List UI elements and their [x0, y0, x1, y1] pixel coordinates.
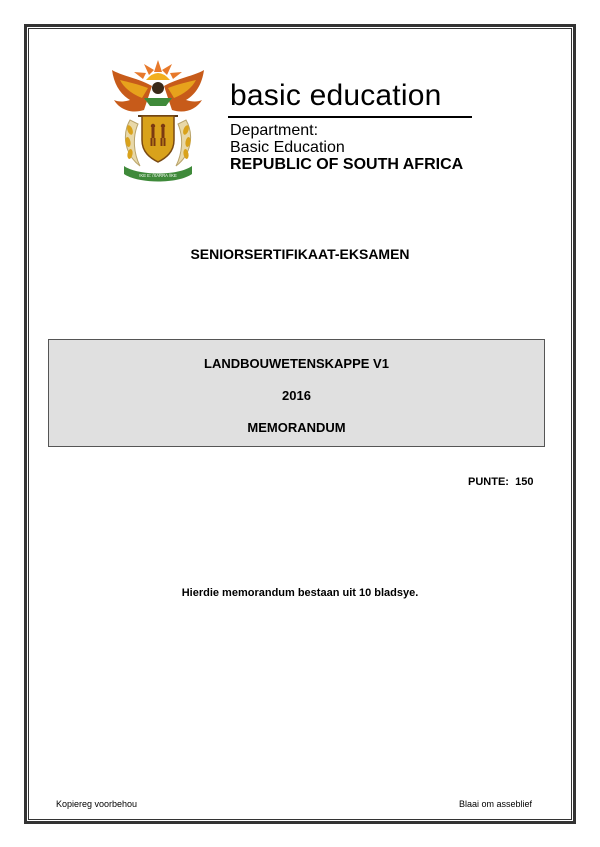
page-count-note: Hierdie memorandum bestaan uit 10 bladsye.	[181, 587, 419, 599]
exam-year: 2016	[282, 388, 311, 403]
country-name: REPUBLIC OF SOUTH AFRICA	[230, 156, 464, 173]
marks-value: 150	[515, 476, 534, 488]
footer-turn-over: Blaai om asseblief	[459, 799, 533, 809]
subject-box	[48, 339, 545, 447]
subject-name: LANDBOUWETENSKAPPE V1	[204, 356, 389, 371]
total-marks	[468, 476, 533, 488]
svg-text:!KE E: /XARRA //KE: !KE E: /XARRA //KE	[139, 173, 177, 178]
department-label: Department:	[230, 122, 319, 139]
exam-title: SENIORSERTIFIKAAT-EKSAMEN	[190, 246, 410, 262]
document-type: MEMORANDUM	[247, 420, 346, 435]
footer-copyright: Kopiereg voorbehou	[56, 799, 138, 809]
department-name: Basic Education	[230, 139, 345, 156]
marks-label: PUNTE:	[468, 476, 509, 488]
coat-of-arms-logo	[108, 58, 208, 184]
brand-wordmark	[230, 78, 441, 114]
brand-underline	[228, 116, 472, 118]
shield	[142, 116, 174, 162]
brand-title: basic education	[230, 79, 442, 112]
